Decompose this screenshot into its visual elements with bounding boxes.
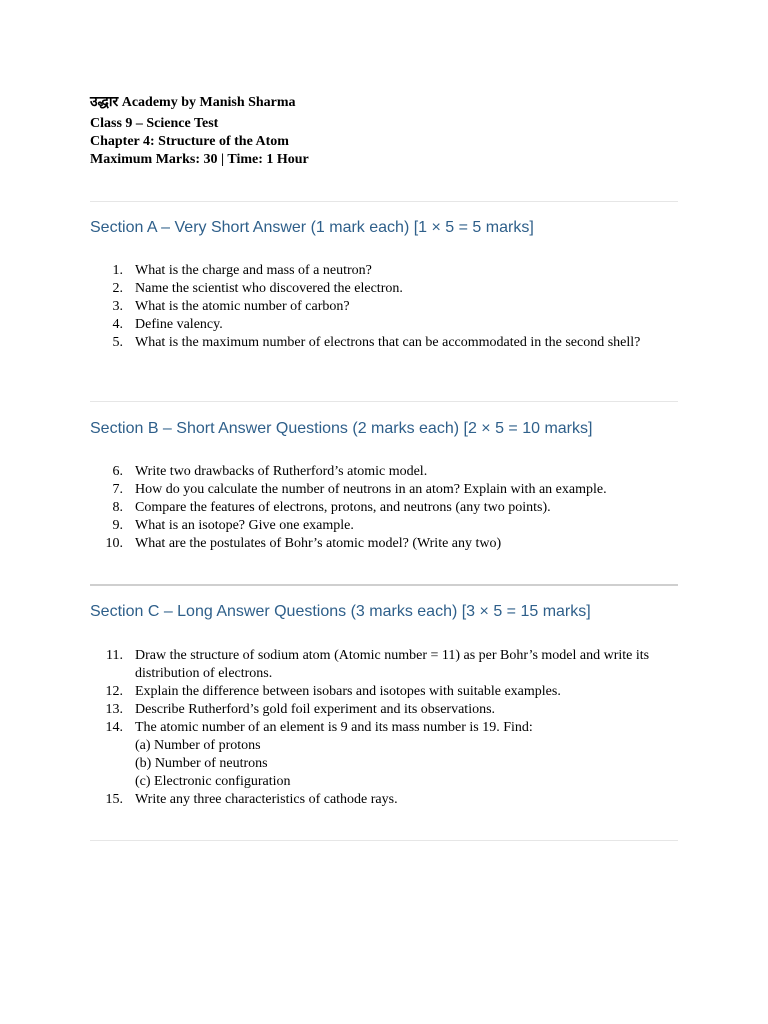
subpart-b: (b) Number of neutrons (135, 756, 268, 771)
section-b-questions (90, 463, 680, 553)
question-item: 2. Name the scientist who discovered the electron. (112, 281, 403, 296)
section-a-questions (90, 262, 680, 352)
divider (90, 584, 678, 586)
question-item: 1. What is the charge and mass of a neutron? (112, 263, 372, 278)
question-item: 12. Explain the difference between isobars and isotopes with suitable examples. (105, 684, 561, 699)
question-item: 9. What is an isotope? Give one example. (112, 518, 354, 533)
question-item: 15. Write any three characteristics of cathode rays. (105, 792, 398, 807)
section-a-heading: Section A – Very Short Answer (1 mark each) [1 × 5 = 5 marks] (90, 219, 534, 236)
divider (90, 201, 678, 202)
section-b-heading: Section B – Short Answer Questions (2 marks each) [2 × 5 = 10 marks] (90, 420, 593, 437)
question-item: 3. What is the atomic number of carbon? (112, 299, 350, 314)
question-item: 13. Describe Rutherford’s gold foil experiment and its observations. (105, 702, 496, 717)
section-c-heading: Section C – Long Answer Questions (3 marks each) [3 × 5 = 15 marks] (90, 603, 591, 620)
question-item: 10. What are the postulates of Bohr’s atomic model? (Write any two) (105, 536, 502, 551)
subpart-c: (c) Electronic configuration (135, 774, 291, 789)
question-item: 4. Define valency. (112, 317, 223, 332)
question-item: 11. Draw the structure of sodium atom (Atomic number = 11) as per Bohr’s model and write its distribution of electrons. (106, 648, 650, 681)
document-header (90, 94, 680, 169)
class-line: Class 9 – Science Test (90, 116, 219, 131)
question-item: 5. What is the maximum number of electrons that can be accommodated in the second shell? (112, 335, 641, 350)
section-c-questions (90, 647, 680, 809)
academy-title: उद्धार Academy by Manish Sharma (90, 95, 296, 110)
question-item: 14. The atomic number of an element is 9 and its mass number is 19. Find: (105, 720, 533, 735)
question-item: 8. Compare the features of electrons, protons, and neutrons (any two points). (112, 500, 551, 515)
chapter-line: Chapter 4: Structure of the Atom (90, 134, 289, 149)
marks-line: Maximum Marks: 30 | Time: 1 Hour (90, 152, 309, 167)
question-item: 7. How do you calculate the number of neutrons in an atom? Explain with an example. (112, 482, 607, 497)
divider (90, 401, 678, 402)
question-item: 6. Write two drawbacks of Rutherford’s atomic model. (112, 464, 428, 479)
subpart-a: (a) Number of protons (135, 738, 261, 753)
divider (90, 840, 678, 841)
